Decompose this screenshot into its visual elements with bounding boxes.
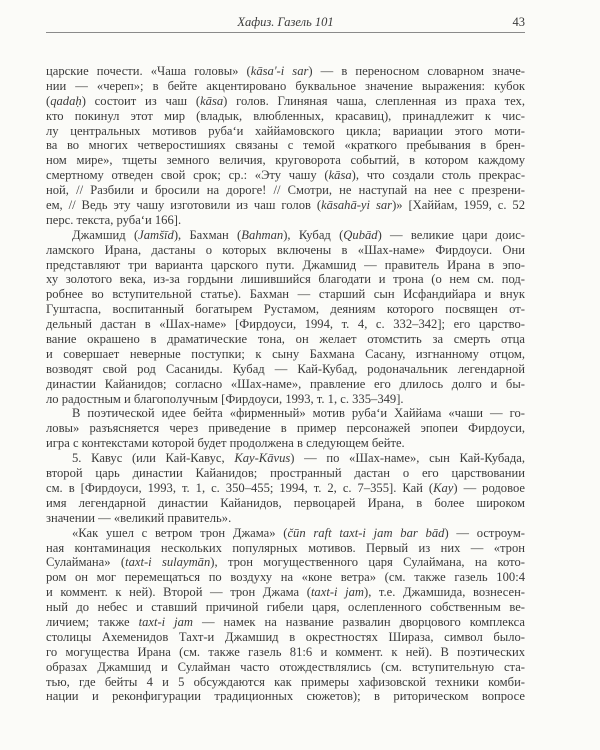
text-line [46,317,525,332]
text-line [46,585,525,600]
italic-transliteration: taxt-i sulaymān [125,555,211,570]
text-segment: ) голов. Глиняная чаша, слепленная из праха тех, [223,93,525,108]
italic-transliteration: kāsa [200,93,224,108]
text-line [46,183,525,198]
text-line [46,138,525,153]
text-line [46,421,525,436]
text-line [46,541,525,556]
italic-transliteration: Kay [433,480,454,495]
text-segment: )» [Хаййам, 1959, с. 52 [392,198,525,213]
text-segment: см. в [Фирдоуси, 1993, т. 1, с. 350–455; 1994, т. 2, с. 7–355]. Кай ( [46,480,434,495]
text-line [46,377,525,392]
text-segment: дельный дастан в «Шах-наме» [Фирдоуси, 1994, т. 4, с. 332–342]; его царство- [46,317,525,332]
italic-transliteration: kāsa [328,168,352,183]
italic-transliteration: Kay-Kāvus [234,451,291,466]
text-segment: ) состоит из чаш ( [81,93,201,108]
text-segment: имя легендарной династии Кайанидов, первоцарей Ирана, в более широком [46,495,525,510]
paragraph [46,228,525,407]
italic-transliteration: kāsahā-yi sar [321,198,393,213]
text-line [46,198,525,213]
text-line [46,258,525,273]
text-segment: нации и реконфигурации традиционных сюжетов); в риторическом вопросе [46,689,525,704]
text-segment: игра с контекстами которой будет продолжена в следующем бейте. [46,436,405,451]
text-line [46,511,525,526]
text-line [46,94,525,109]
text-line [46,689,525,704]
text-line [46,79,525,94]
text-line [46,272,525,287]
text-segment: образах Джамшид и Сулайман часто отождествлялись (см. вступительную ста- [46,659,525,674]
text-segment: значении — «великий правитель». [46,510,232,525]
text-segment: ловы» разъясняется через приведение в пример персонажей эпопеи Фирдоуси, [46,421,525,436]
text-segment: тью, где бейты 4 и 5 обсуждаются как примеры хафизовской техники комби- [46,674,525,689]
text-segment: и коммент. к ней). Второй — трон Джама ( [46,585,311,600]
text-segment: второй царь династии Кайанидов; пространный дастан о его царствовании [46,466,525,481]
text-segment: ем, // Ведь эту чашу изготовили из чаш голов ( [46,198,322,213]
page-number: 43 [512,15,525,29]
text-segment: ) — по «Шах-наме», сын Кай-Кубада, [290,451,525,466]
italic-transliteration: kāsa'-i sar [250,64,309,78]
text-segment: Сулаймана» ( [46,555,126,570]
text-line [46,302,525,317]
text-line [46,362,525,377]
text-segment: ло радостным и благополучным [Фирдоуси, 1993, т. 1, с. 335–349]. [46,391,404,406]
text-line [46,213,525,228]
text-line [46,124,525,139]
italic-transliteration: Qubād [343,227,378,242]
text-line [46,347,525,362]
text-segment: ), Бахман ( [173,227,242,242]
text-segment: «Как ушел с ветром трон Джама» ( [72,525,288,540]
text-segment: Гуштаспа, воспитанный богатырем Рустамом, деяниям которого посвящен от- [46,302,525,317]
text-segment: робнее во вступительной статье). Бахман — старший сын Исфандийара и внук [46,287,525,302]
text-segment: ром он мог перемещаться по воздуху на «коне ветра» (см. также газель 100:4 [46,570,525,585]
text-segment: перс. текста, руба‘и 166]. [46,212,182,227]
text-line [46,555,525,570]
italic-transliteration: qadaḥ [50,93,82,108]
text-segment: лу центральных мотивов руба‘и хаййамовского цикла; вариации этого моти- [46,123,525,138]
text-segment: ), трон могущественного царя Сулаймана, на кото- [210,555,525,570]
text-segment: ху золотого века, из-за гордыни лишившийся благодати и трона (о нем см. под- [46,272,525,287]
text-line [46,570,525,585]
text-segment: ( [46,93,51,108]
text-segment: нии — «череп»; в бейте акцентировано буквальное значение выражения: кубок [46,78,525,93]
text-segment: ) — родовое [453,480,525,495]
paragraph [46,406,525,451]
text-segment: и совершает неверные поступки; к сыну Бахмана Сасану, изгнанному отцом, [46,346,525,361]
text-line [46,436,525,451]
text-line [46,466,525,481]
text-line [46,109,525,124]
text-segment: возводят свой род Сасаниды. Кубад — Кай-Кубад, родоначальник легендарной [46,361,525,376]
text-segment: ном мире», тщеты земного величия, круговорота событий, в котором каждому [46,153,525,168]
italic-transliteration: taxt-i jam [310,585,364,600]
text-segment: го могущества Ирана (см. также газель 81:6 и коммент. к ней). В поэтических [46,644,525,659]
text-segment: ) — в переносном словарном значе- [308,64,525,78]
text-segment: ный до небес и ставший причиной гибели царя, ослепленного собственным ве- [46,600,525,615]
text-line [46,615,525,630]
text-line [46,526,525,541]
text-segment: личием; также [46,614,139,629]
text-segment: ной, // Разбили и бросили на дороге! // Смотри, не наступай на нее с презрени- [46,183,525,198]
italic-transliteration: Bahman [241,227,284,242]
text-segment: Джамшид ( [72,227,139,242]
text-segment: ная контаминация нескольких популярных мотивов. Первый из них — «трон [46,540,525,555]
text-line [46,645,525,660]
text-line [46,392,525,407]
text-line [46,496,525,511]
text-line [46,600,525,615]
text-segment: представляют три варианта царского пути. Джамшид — правитель Ирана в эпо- [46,257,525,272]
text-segment: кто покинул этот мир (владык, влюбленных, красавиц), принадлежит к чис- [46,108,525,123]
text-segment: царские почести. «Чаша головы» ( [46,64,251,78]
text-line [46,287,525,302]
text-line [46,168,525,183]
text-segment: — намек на название развалин дворцового комплекса [193,614,525,629]
text-line [46,481,525,496]
text-line [46,675,525,690]
text-segment: ) — великие цари доис- [377,227,525,242]
text-line [46,332,525,347]
italic-transliteration: taxt-i jam [138,614,194,629]
paragraph [46,526,525,705]
italic-transliteration: čūn raft taxt-i jam bar bād [287,525,445,540]
text-segment: ), Кубад ( [283,227,344,242]
running-header [46,14,525,33]
text-segment: ), что создали столь прекрас- [351,168,525,183]
text-segment: 5. Кавус (или Кай-Кавус, [72,451,235,466]
body-text [46,64,525,704]
text-line [46,243,525,258]
text-segment: ) — остроум- [444,525,525,540]
text-segment: столицы Ахеменидов Тахт-и Джамшид в окрестностях Шираза, символ было- [46,629,525,644]
text-segment: В поэтической идее бейта «фирменный» мотив руба‘и Хаййама «чаши — го- [72,406,525,421]
paragraph [46,451,525,525]
text-segment: смертному отведен свой срок; ср.: «Эту чашу ( [46,168,329,183]
text-line [46,153,525,168]
italic-transliteration: Jamšīd [138,227,174,242]
running-title: Хафиз. Газель 101 [237,15,334,29]
text-segment: вание окрашено в драматические тона, он желает отомстить за смерть отца [46,332,525,347]
paragraph [46,64,525,228]
text-line [46,630,525,645]
text-line [46,406,525,421]
text-line [46,64,525,79]
text-segment: династии Кайанидов; согласно «Шах-наме», правление его длилось долго и бы- [46,376,525,391]
text-line [46,660,525,675]
text-line [46,451,525,466]
text-line [46,228,525,243]
text-segment: ламского Ирана, дастаны о которых включены в «Шах-наме» Фирдоуси. Они [46,242,525,257]
text-segment: ), т.е. Джамшида, вознесен- [364,585,525,600]
text-segment: ва во многих четверостишиях связаны с темой «краткого пребывания в брен- [46,138,525,153]
